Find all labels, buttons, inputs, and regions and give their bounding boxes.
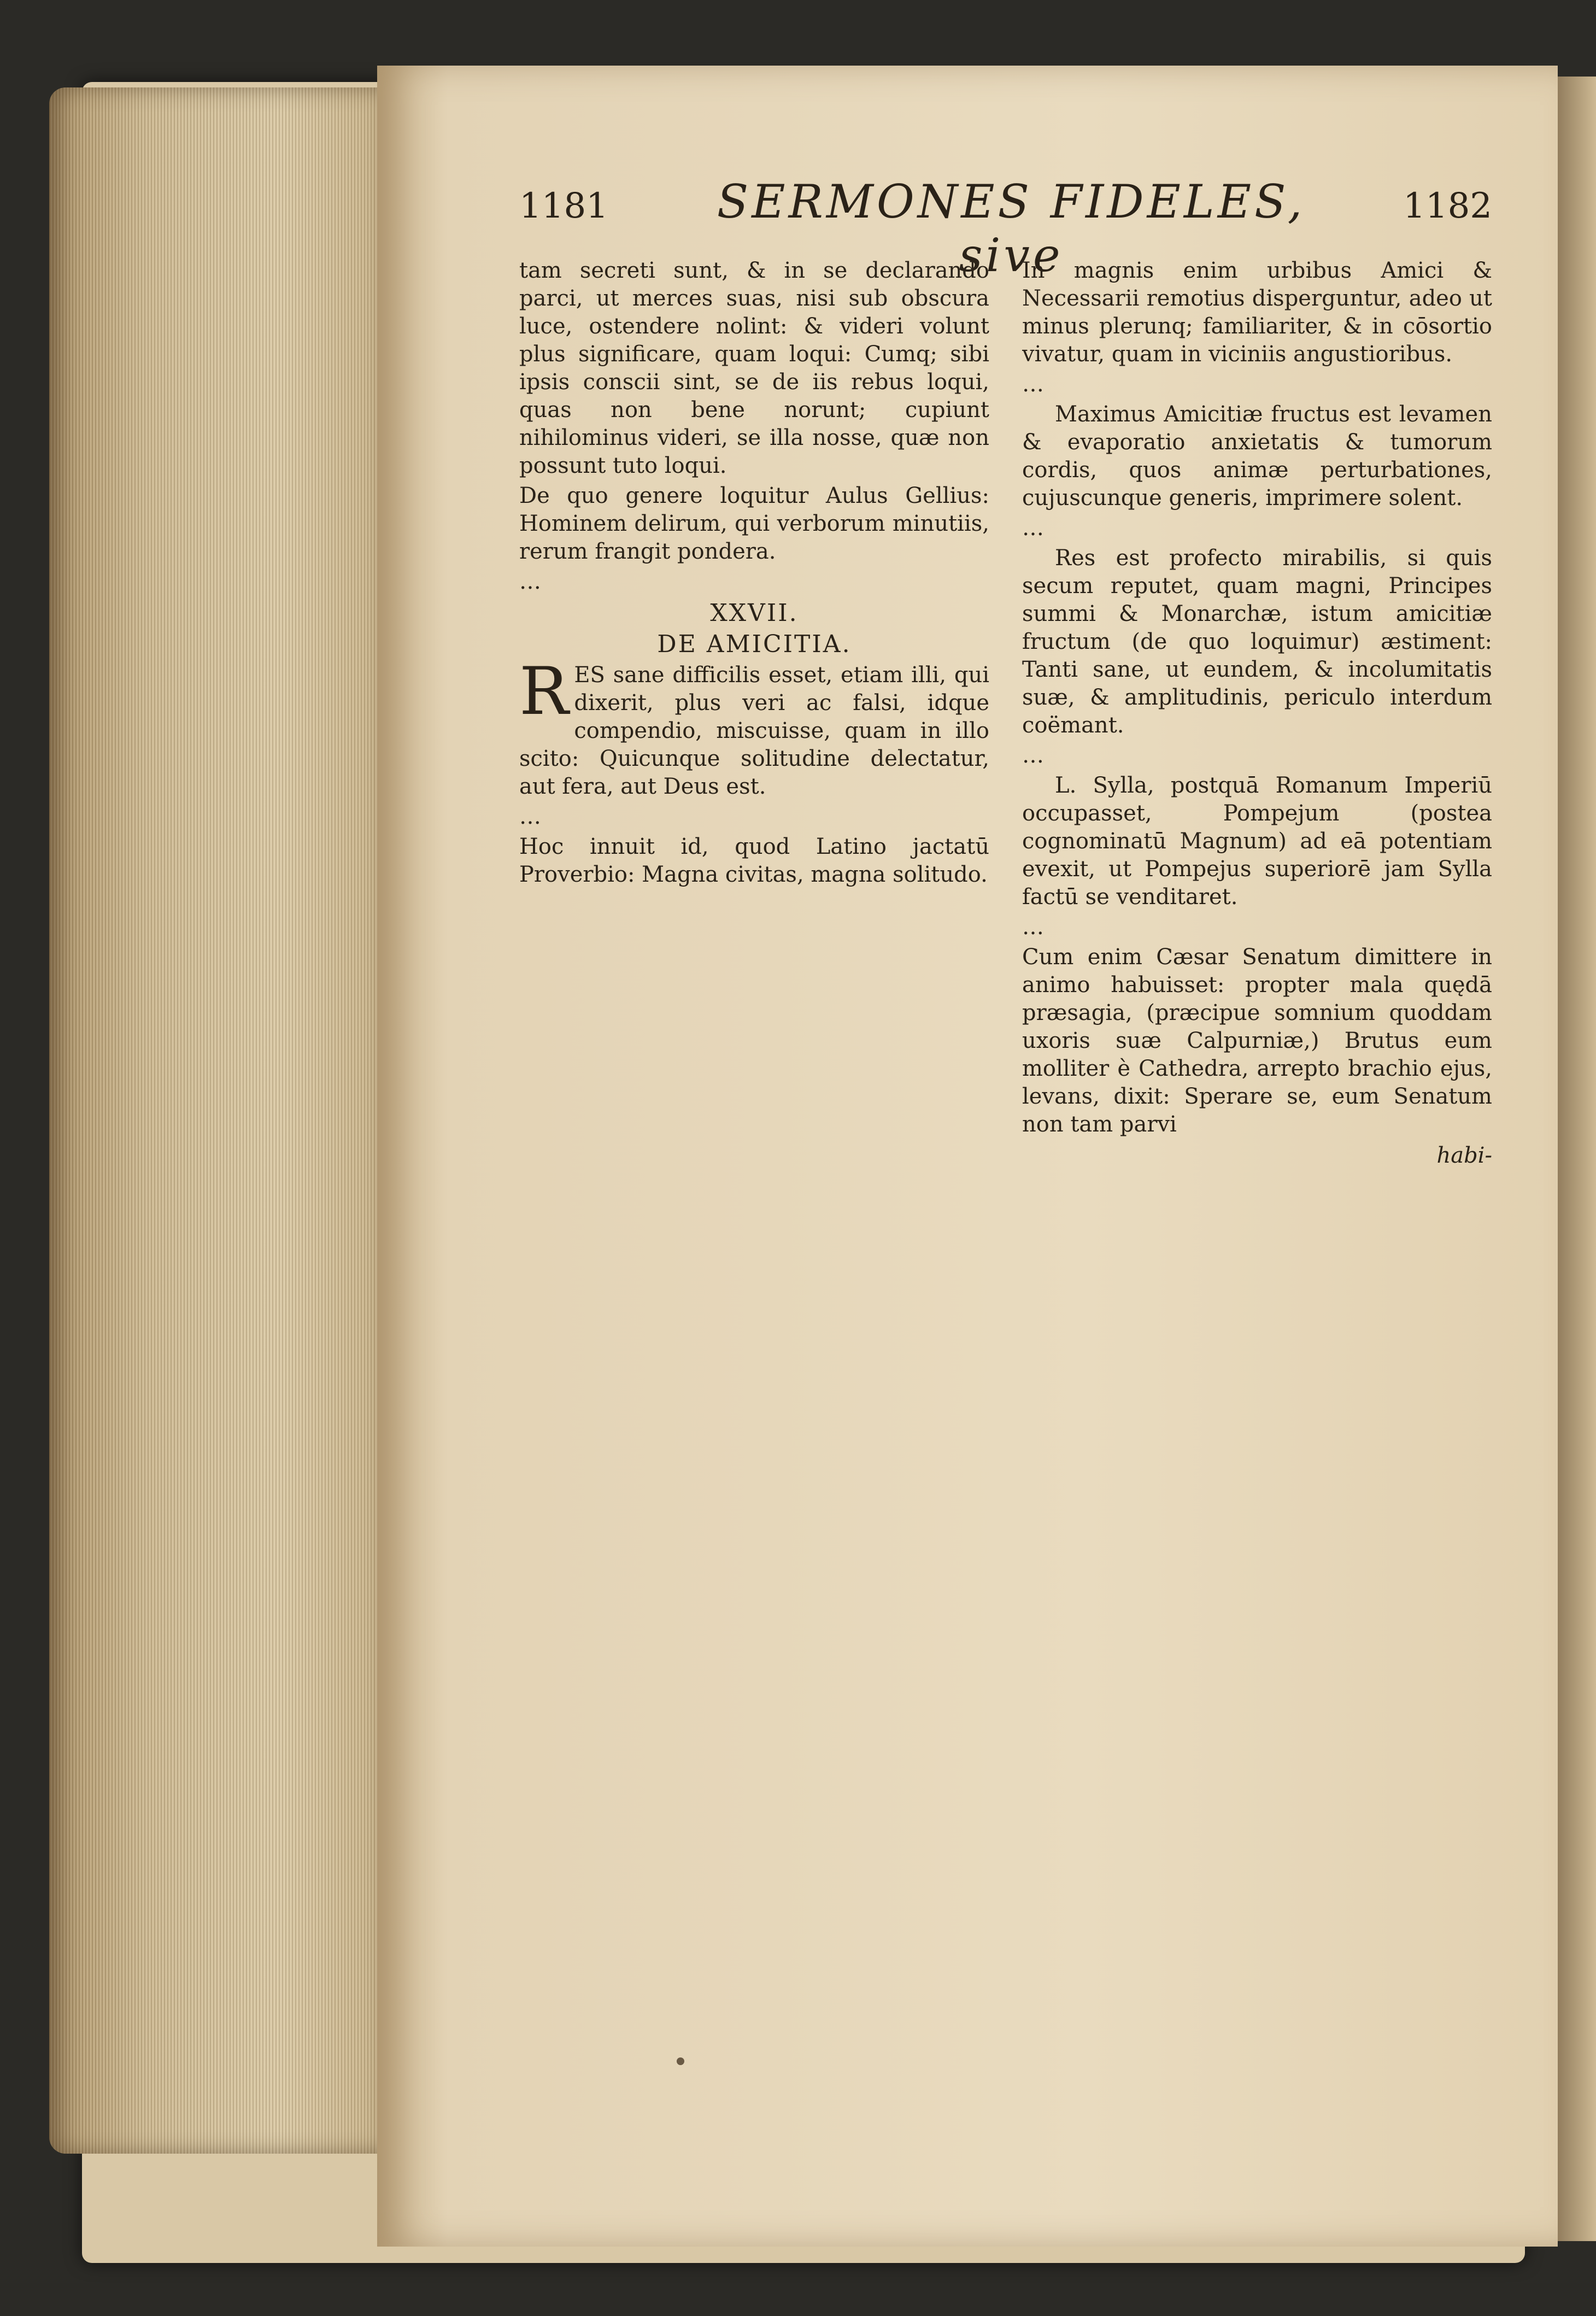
paragraph: … [1022, 743, 1044, 768]
left-page-number: 1181 [519, 186, 608, 226]
section-title: DE AMICITIA. [657, 630, 852, 658]
paragraph: Hoc innuit id, quod Latino jactatū Proverbio: Magna civitas, magna solitudo. [519, 834, 989, 887]
paragraph: … [1022, 515, 1044, 541]
paragraph: tam secreti sunt, & in se declarando parci, ut merces suas, nisi sub obscura luce, ostendere nolint: & videri volunt plus significare, quam loqui: Cumq; sibi ipsis conscii sint, se de iis rebus loqui, quas non bene norunt; cupiunt nihilominus videri, se illa nosse, quæ non possunt tuto loqui. [519, 258, 989, 478]
paragraph: Cum enim Cæsar Senatum dimittere in animo habuisset: propter mala quędā præsagia, (præcipue somnium quoddam uxoris suæ Calpurniæ,) Brutus eum molliter è Cathedra, arrepto brachio ejus, levans, dixit: Sperare se, eum Senatum non tam parvi [1022, 945, 1492, 1137]
left-column [519, 257, 989, 2126]
page-content [519, 175, 1492, 2143]
running-head: SERMONES FIDELES, sive [717, 175, 1306, 282]
section-paragraph-text: ES sane difficilis esset, etiam illi, qui dixerit, plus veri ac falsi, idque compendio, miscuisse, quam in illo scito: Quicunque solitudine delectatur, aut fera, aut Deus est. [519, 662, 989, 799]
paragraph: L. Sylla, postquā Romanum Imperiū occupasset, Pompejum (postea cognominatū Magnum) ad eā potentiam evexit, ut Pompejus superiorē jam Sylla factū se venditaret. [1022, 773, 1492, 910]
right-column [1022, 257, 1492, 2126]
paragraph: … [1022, 914, 1044, 940]
page-header [519, 175, 1492, 282]
paragraph: Maximus Amicitiæ fructus est levamen & evaporatio anxietatis & tumorum cordis, quos animæ perturbationes, cujuscunque generis, imprimere solent. [1022, 402, 1492, 511]
catchword: habi- [1436, 1143, 1492, 1168]
paragraph: … [519, 569, 541, 594]
right-page-number: 1182 [1403, 186, 1492, 226]
drop-cap: R [519, 654, 569, 730]
paragraph: … [519, 804, 541, 829]
text-columns [519, 257, 1492, 2126]
paragraph: In magnis enim urbibus Amici & Necessarii remotius disperguntur, adeo ut minus plerunq; familiariter, & in cōsortio vivatur, quam in viciniis angustioribus. [1022, 258, 1492, 367]
section-paragraph [519, 654, 989, 801]
paragraph: Res est profecto mirabilis, si quis secum reputet, quam magni, Principes summi & Monarchæ, istum amicitiæ fructum (de quo loquimur) æstiment: Tanti sane, ut eundem, & incolumitatis suæ, & amplitudinis, periculo interdum coëmant. [1022, 546, 1492, 738]
printed-page [377, 66, 1558, 2247]
section-number: XXVII. [710, 599, 799, 627]
facing-page-edge [1552, 77, 1596, 2241]
paragraph: … [1022, 372, 1044, 397]
ink-spot [677, 2057, 684, 2065]
page-edges [49, 87, 377, 2154]
paragraph: De quo genere loquitur Aulus Gellius: Hominem delirum, qui verborum minutiis, rerum frangit pondera. [519, 483, 989, 564]
